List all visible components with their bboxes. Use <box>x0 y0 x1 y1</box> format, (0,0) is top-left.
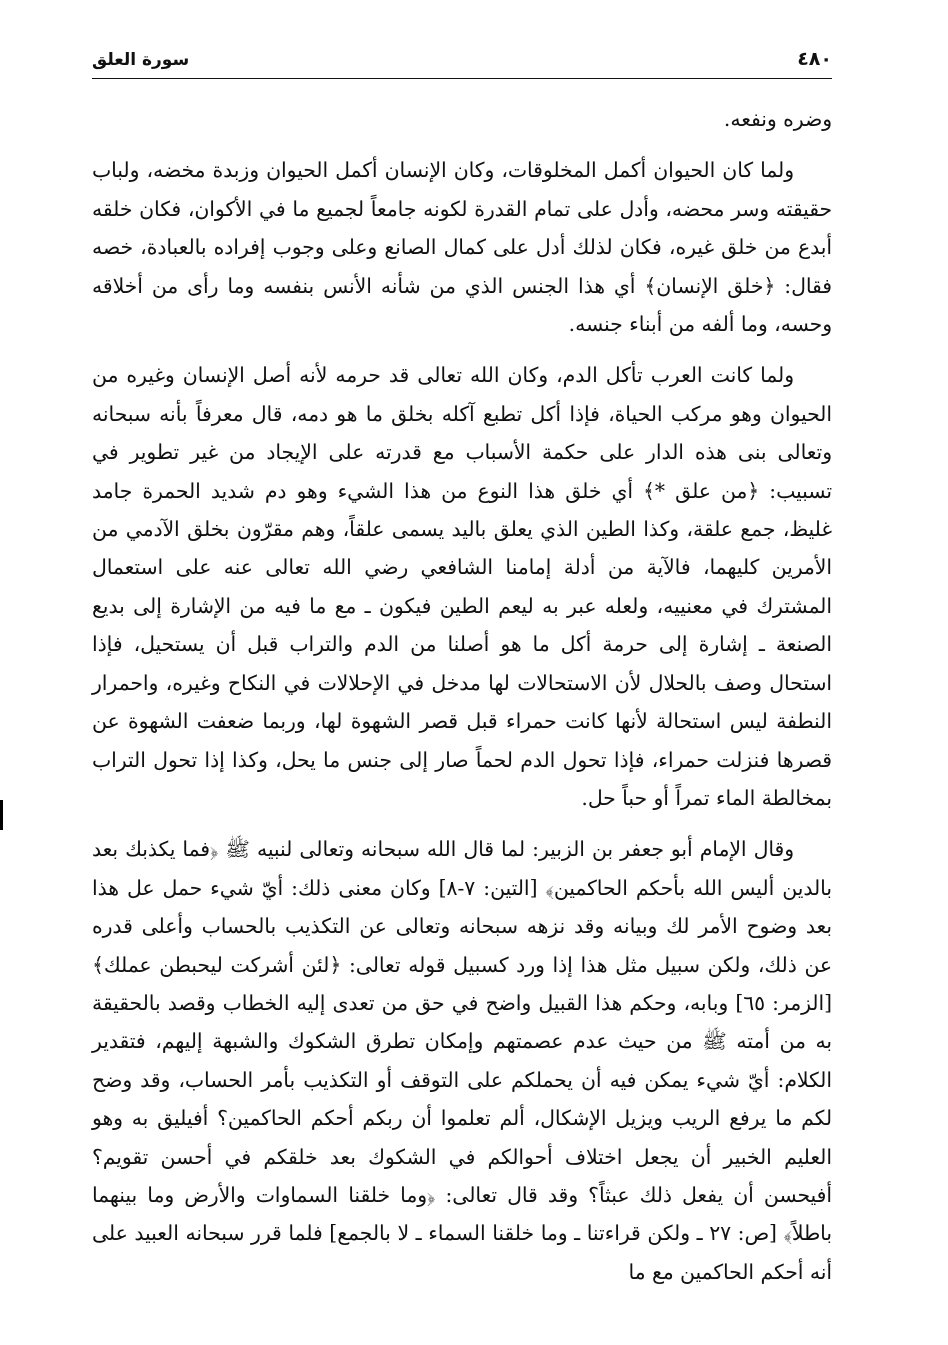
page-number: ٤٨٠ <box>797 48 832 70</box>
page-body <box>92 100 832 1304</box>
paragraph: ولما كان الحيوان أكمل المخلوقات، وكان الإنسان أكمل الحيوان وزبدة مخضه، ولباب حقيقته وسر محضه، وأدل على تمام القدرة لكونه جامعاً لجميع ما في الأكوان، فكان خلقه أبدع من خلق غيره، فكان لذلك أدل على كمال الصانع وعلى وجوب إفراده بالعبادة، خصه فقال: ﴿خلق الإنسان﴾ أي هذا الجنس الذي من شأنه الأنس بنفسه وما رأى من أخلاقه وحسه، وما ألفه من أبناء جنسه. <box>92 158 832 337</box>
paragraph: وقال الإمام أبو جعفر بن الزبير: لما قال الله سبحانه وتعالى لنبيه ﷺ ﴿فما يكذبك بعد بالدين أليس الله بأحكم الحاكمين﴾ [التين: ٧-٨] وكان معنى ذلك: أيّ شيء حمل عل هذا بعد وضوح الأمر لك وبيانه وقد نزهه سبحانه وتعالى عن التكذيب بالحساب وأعلى قدره عن ذلك، ولكن سبيل مثل هذا إذا ورد كسبيل قوله تعالى: ﴿لئن أشركت ليحبطن عملك﴾ [الزمر: ٦٥] وبابه، وحكم هذا القبيل واضح في حق من تعدى إليه الخطاب وقصد بالحقيقة به من أمته ﷺ من حيث عدم عصمتهم وإمكان تطرق الشكوك والشبهة إليهم، فتقدير الكلام: أيّ شيء يمكن فيه أن يحملكم على التوقف أو التكذيب بأمر الحساب، وقد وضح لكم ما يرفع الريب ويزيل الإشكال، ألم تعلموا أن ربكم أحكم الحاكمين؟ أفيليق به وهو العليم الخبير أن يجعل اختلاف أحوالكم في الشكوك بعد خلقكم في أحسن تقويم؟ أفيحسن أن يفعل ذلك عبثاً؟ وقد قال تعالى: ﴿وما خلقنا السماوات والأرض وما بينهما باطلاً﴾ [ص: ٢٧ ـ ولكن قراءتنا ـ وما خلقنا السماء ـ لا بالجمع] فلما قرر سبحانه العبيد على أنه أحكم الحاكمين مع ما <box>92 837 832 1284</box>
paragraph: ولما كانت العرب تأكل الدم، وكان الله تعالى قد حرمه لأنه أصل الإنسان وغيره من الحيوان وهو مركب الحياة، فإذا أكل تطبع آكله بخلق ما هو دمه، قال معرفاً بأنه سبحانه وتعالى بنى هذه الدار على حكمة الأسباب مع قدرته على الإيجاد من غير تطوير في تسبيب: ﴿من علق *﴾ أي خلق هذا النوع من هذا الشيء وهو دم شديد الحمرة جامد غليظ، جمع علقة، وكذا الطين الذي يعلق باليد يسمى علقاً، وهم مقرّون بخلق الآدمي من الأمرين كليهما، فالآية من أدلة إمامنا الشافعي رضي الله تعالى عنه على استعمال المشترك في معنييه، ولعله عبر به ليعم الطين فيكون ـ مع ما فيه من الإشارة إلى بديع الصنعة ـ إشارة إلى حرمة أكل ما هو أصلنا من الدم والتراب قبل أن يستحيل، فإذا استحال وصف بالحلال لأن الاستحالات لها مدخل في الإحلالات في النكاح وغيره، واحمرار النطفة ليس استحالة لأنها كانت حمراء قبل قصر الشهوة لها، وربما ضعفت الشهوة عن قصرها فنزلت حمراء، فإذا تحول الدم لحماً صار إلى جنس ما يحل، وكذا إذا تحول التراب بمخالطة الماء تمراً أو حباً حل. <box>92 363 832 810</box>
surah-title: سورة العلق <box>92 50 190 70</box>
paragraph-continuation: وضره ونفعه. <box>723 107 832 131</box>
page-header <box>92 44 832 79</box>
scan-edge-mark <box>0 800 3 830</box>
